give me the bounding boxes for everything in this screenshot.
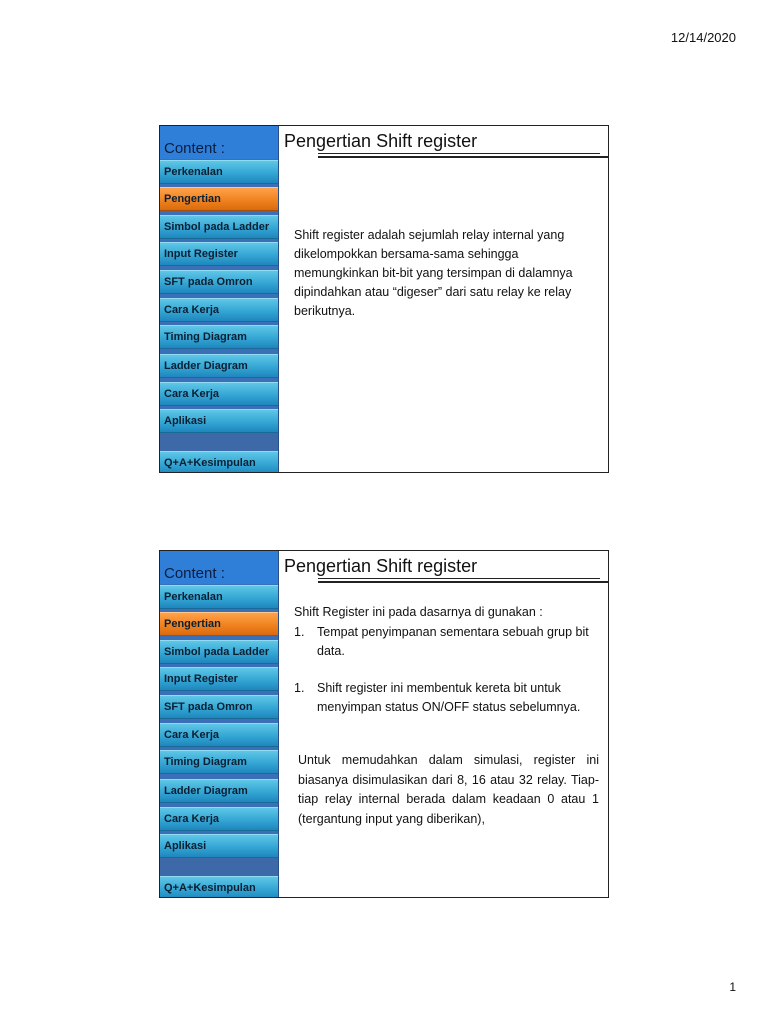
content-sidebar <box>160 126 279 472</box>
menu-item-input-register[interactable]: Input Register <box>160 242 278 266</box>
menu-item-sft-pada-omron[interactable]: SFT pada Omron <box>160 270 278 294</box>
slide-title: Pengertian Shift register <box>284 556 478 576</box>
list-text: Shift register ini membentuk kereta bit untuk menyimpan status ON/OFF status sebelumnya. <box>317 681 581 714</box>
slide-1 <box>159 125 609 473</box>
slide-body-text: Shift register adalah sejumlah relay internal yang dikelompokkan bersama-sama sehingga memungkinkan bit-bit yang tersimpan di dalamnya dipindahkan atau “digeser” dari satu relay ke relay berikutnya. <box>294 228 573 318</box>
list-item <box>294 679 594 717</box>
menu-item-timing-diagram[interactable]: Timing Diagram <box>160 325 278 349</box>
page-date: 12/14/2020 <box>670 30 736 45</box>
title-underline <box>318 578 600 579</box>
list-number: 1. <box>294 681 305 695</box>
menu-item-aplikasi[interactable]: Aplikasi <box>160 834 278 858</box>
menu-item-cara-kerja[interactable]: Cara Kerja <box>160 298 278 322</box>
menu-item-aplikasi[interactable]: Aplikasi <box>160 409 278 433</box>
menu-item-qa-kesimpulan[interactable]: Q+A+Kesimpulan <box>160 876 278 898</box>
menu-item-pengertian[interactable]: Pengertian <box>160 187 278 211</box>
slide-title: Pengertian Shift register <box>284 131 478 151</box>
title-underline-thick <box>318 581 608 583</box>
menu-item-ladder-diagram[interactable]: Ladder Diagram <box>160 354 278 378</box>
slide-body-paragraph: Untuk memudahkan dalam simulasi, register ini biasanya disimulasikan dari 8, 16 atau 32 relay. Tiap-tiap relay internal berada dalam keadaan 0 atau 1 (tergantung input yang diberikan), <box>298 753 599 826</box>
title-underline-thick <box>318 156 608 158</box>
menu-spacer <box>160 858 278 878</box>
menu-item-cara-kerja[interactable]: Cara Kerja <box>160 723 278 747</box>
content-sidebar <box>160 551 279 897</box>
list-number: 1. <box>294 625 305 639</box>
menu-item-input-register[interactable]: Input Register <box>160 667 278 691</box>
title-underline <box>318 153 600 154</box>
list-item <box>294 623 594 661</box>
page-number: 1 <box>729 980 736 994</box>
menu-item-sft-pada-omron[interactable]: SFT pada Omron <box>160 695 278 719</box>
slide-2 <box>159 550 609 898</box>
menu-item-timing-diagram[interactable]: Timing Diagram <box>160 750 278 774</box>
menu-item-perkenalan[interactable]: Perkenalan <box>160 160 278 184</box>
menu-item-qa-kesimpulan[interactable]: Q+A+Kesimpulan <box>160 451 278 473</box>
menu-spacer <box>160 433 278 453</box>
menu-item-perkenalan[interactable]: Perkenalan <box>160 585 278 609</box>
menu-item-simbol-pada-ladder[interactable]: Simbol pada Ladder <box>160 215 278 239</box>
menu-item-pengertian[interactable]: Pengertian <box>160 612 278 636</box>
sidebar-heading: Content : <box>160 126 278 159</box>
list-intro: Shift Register ini pada dasarnya di gunakan : <box>294 605 543 619</box>
list-text: Tempat penyimpanan sementara sebuah grup bit data. <box>317 625 589 658</box>
sidebar-heading: Content : <box>160 551 278 584</box>
menu-item-cara-kerja-2[interactable]: Cara Kerja <box>160 382 278 406</box>
menu-item-cara-kerja-2[interactable]: Cara Kerja <box>160 807 278 831</box>
menu-item-simbol-pada-ladder[interactable]: Simbol pada Ladder <box>160 640 278 664</box>
menu-item-ladder-diagram[interactable]: Ladder Diagram <box>160 779 278 803</box>
